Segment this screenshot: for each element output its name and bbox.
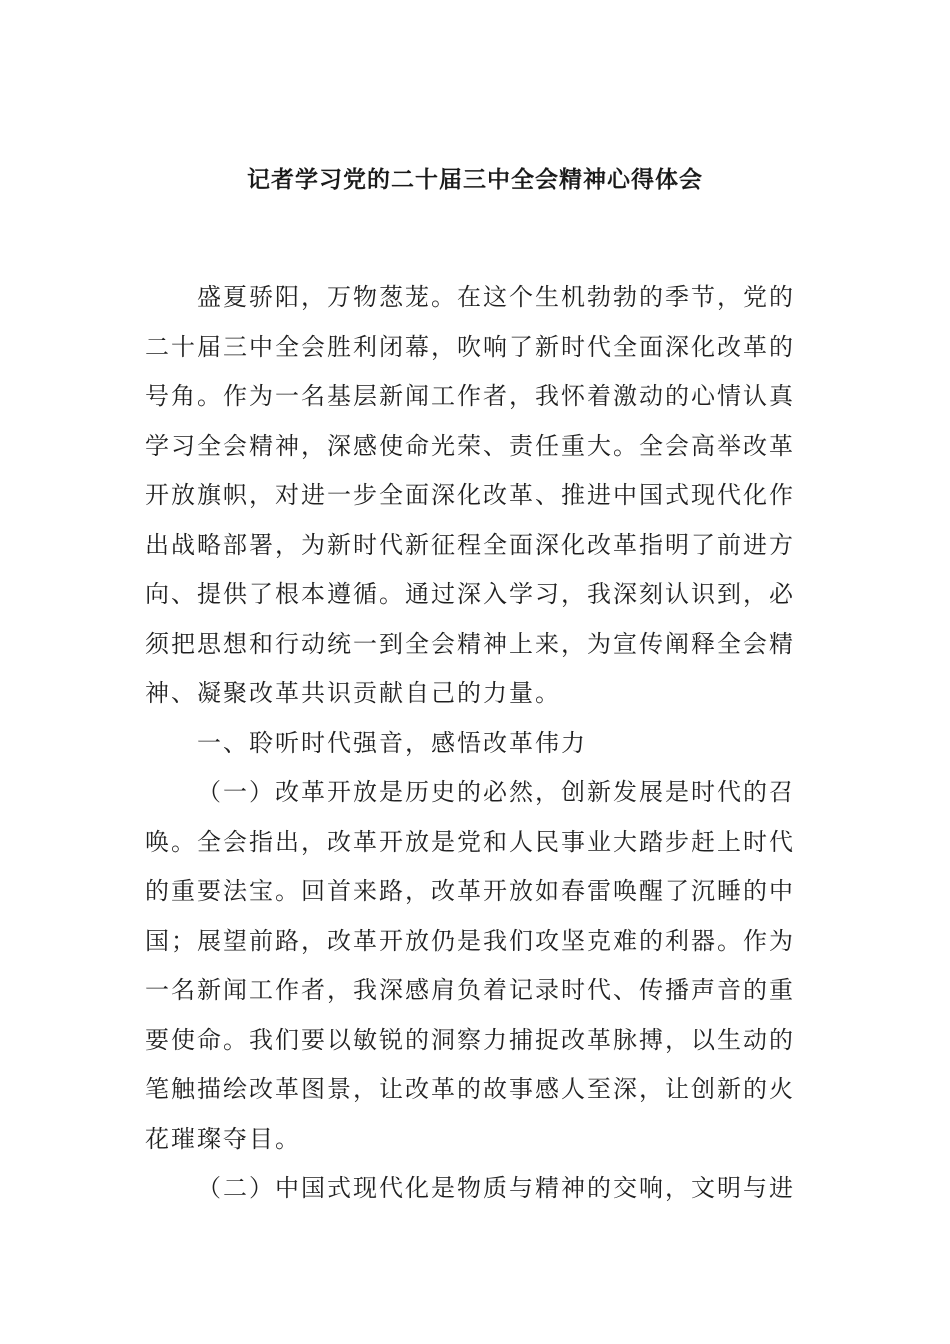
text-line: 一名新闻工作者，我深感肩负着记录时代、传播声音的重	[145, 976, 795, 1004]
paragraph	[145, 768, 805, 1164]
text-line: 学习全会精神，深感使命光荣、责任重大。全会高举改革	[145, 431, 795, 460]
text-line: 一、聆听时代强音，感悟改革伟力	[197, 728, 587, 757]
text-line: 笔触描绘改革图景，让改革的故事感人至深，让创新的火	[145, 1075, 795, 1103]
text-line: 国；展望前路，改革开放仍是我们攻坚克难的利器。作为	[145, 926, 795, 955]
paragraph	[145, 1164, 805, 1214]
text-line: 出战略部署，为新时代新征程全面深化改革指明了前进方	[145, 530, 795, 559]
text-line: 二十届三中全会胜利闭幕，吹响了新时代全面深化改革的	[145, 332, 795, 361]
text-line: （一）改革开放是历史的必然，创新发展是时代的召	[197, 778, 795, 806]
text-line: 盛夏骄阳，万物葱茏。在这个生机勃勃的季节，党的	[197, 283, 795, 311]
text-line: 向、提供了根本遵循。通过深入学习，我深刻认识到，必	[145, 580, 795, 608]
text-line: 号角。作为一名基层新闻工作者，我怀着激动的心情认真	[145, 382, 795, 410]
paragraph	[145, 273, 805, 719]
text-line: 唤。全会指出，改革开放是党和人民事业大踏步赶上时代	[145, 827, 795, 856]
text-line: 要使命。我们要以敏锐的洞察力捕捉改革脉搏，以生动的	[145, 1025, 795, 1054]
section-heading	[145, 719, 805, 769]
text-line: 神、凝聚改革共识贡献自己的力量。	[145, 679, 561, 707]
document-body	[145, 273, 805, 1214]
document-title: 记者学习党的二十届三中全会精神心得体会	[247, 167, 703, 193]
text-line: 的重要法宝。回首来路，改革开放如春雷唤醒了沉睡的中	[145, 877, 795, 905]
text-line: 花璀璨夺目。	[145, 1124, 301, 1153]
text-line: 开放旗帜，对进一步全面深化改革、推进中国式现代化作	[145, 481, 795, 509]
text-line: （二）中国式现代化是物质与精神的交响，文明与进	[197, 1174, 795, 1202]
text-line: 须把思想和行动统一到全会精神上来，为宣传阐释全会精	[145, 629, 795, 658]
